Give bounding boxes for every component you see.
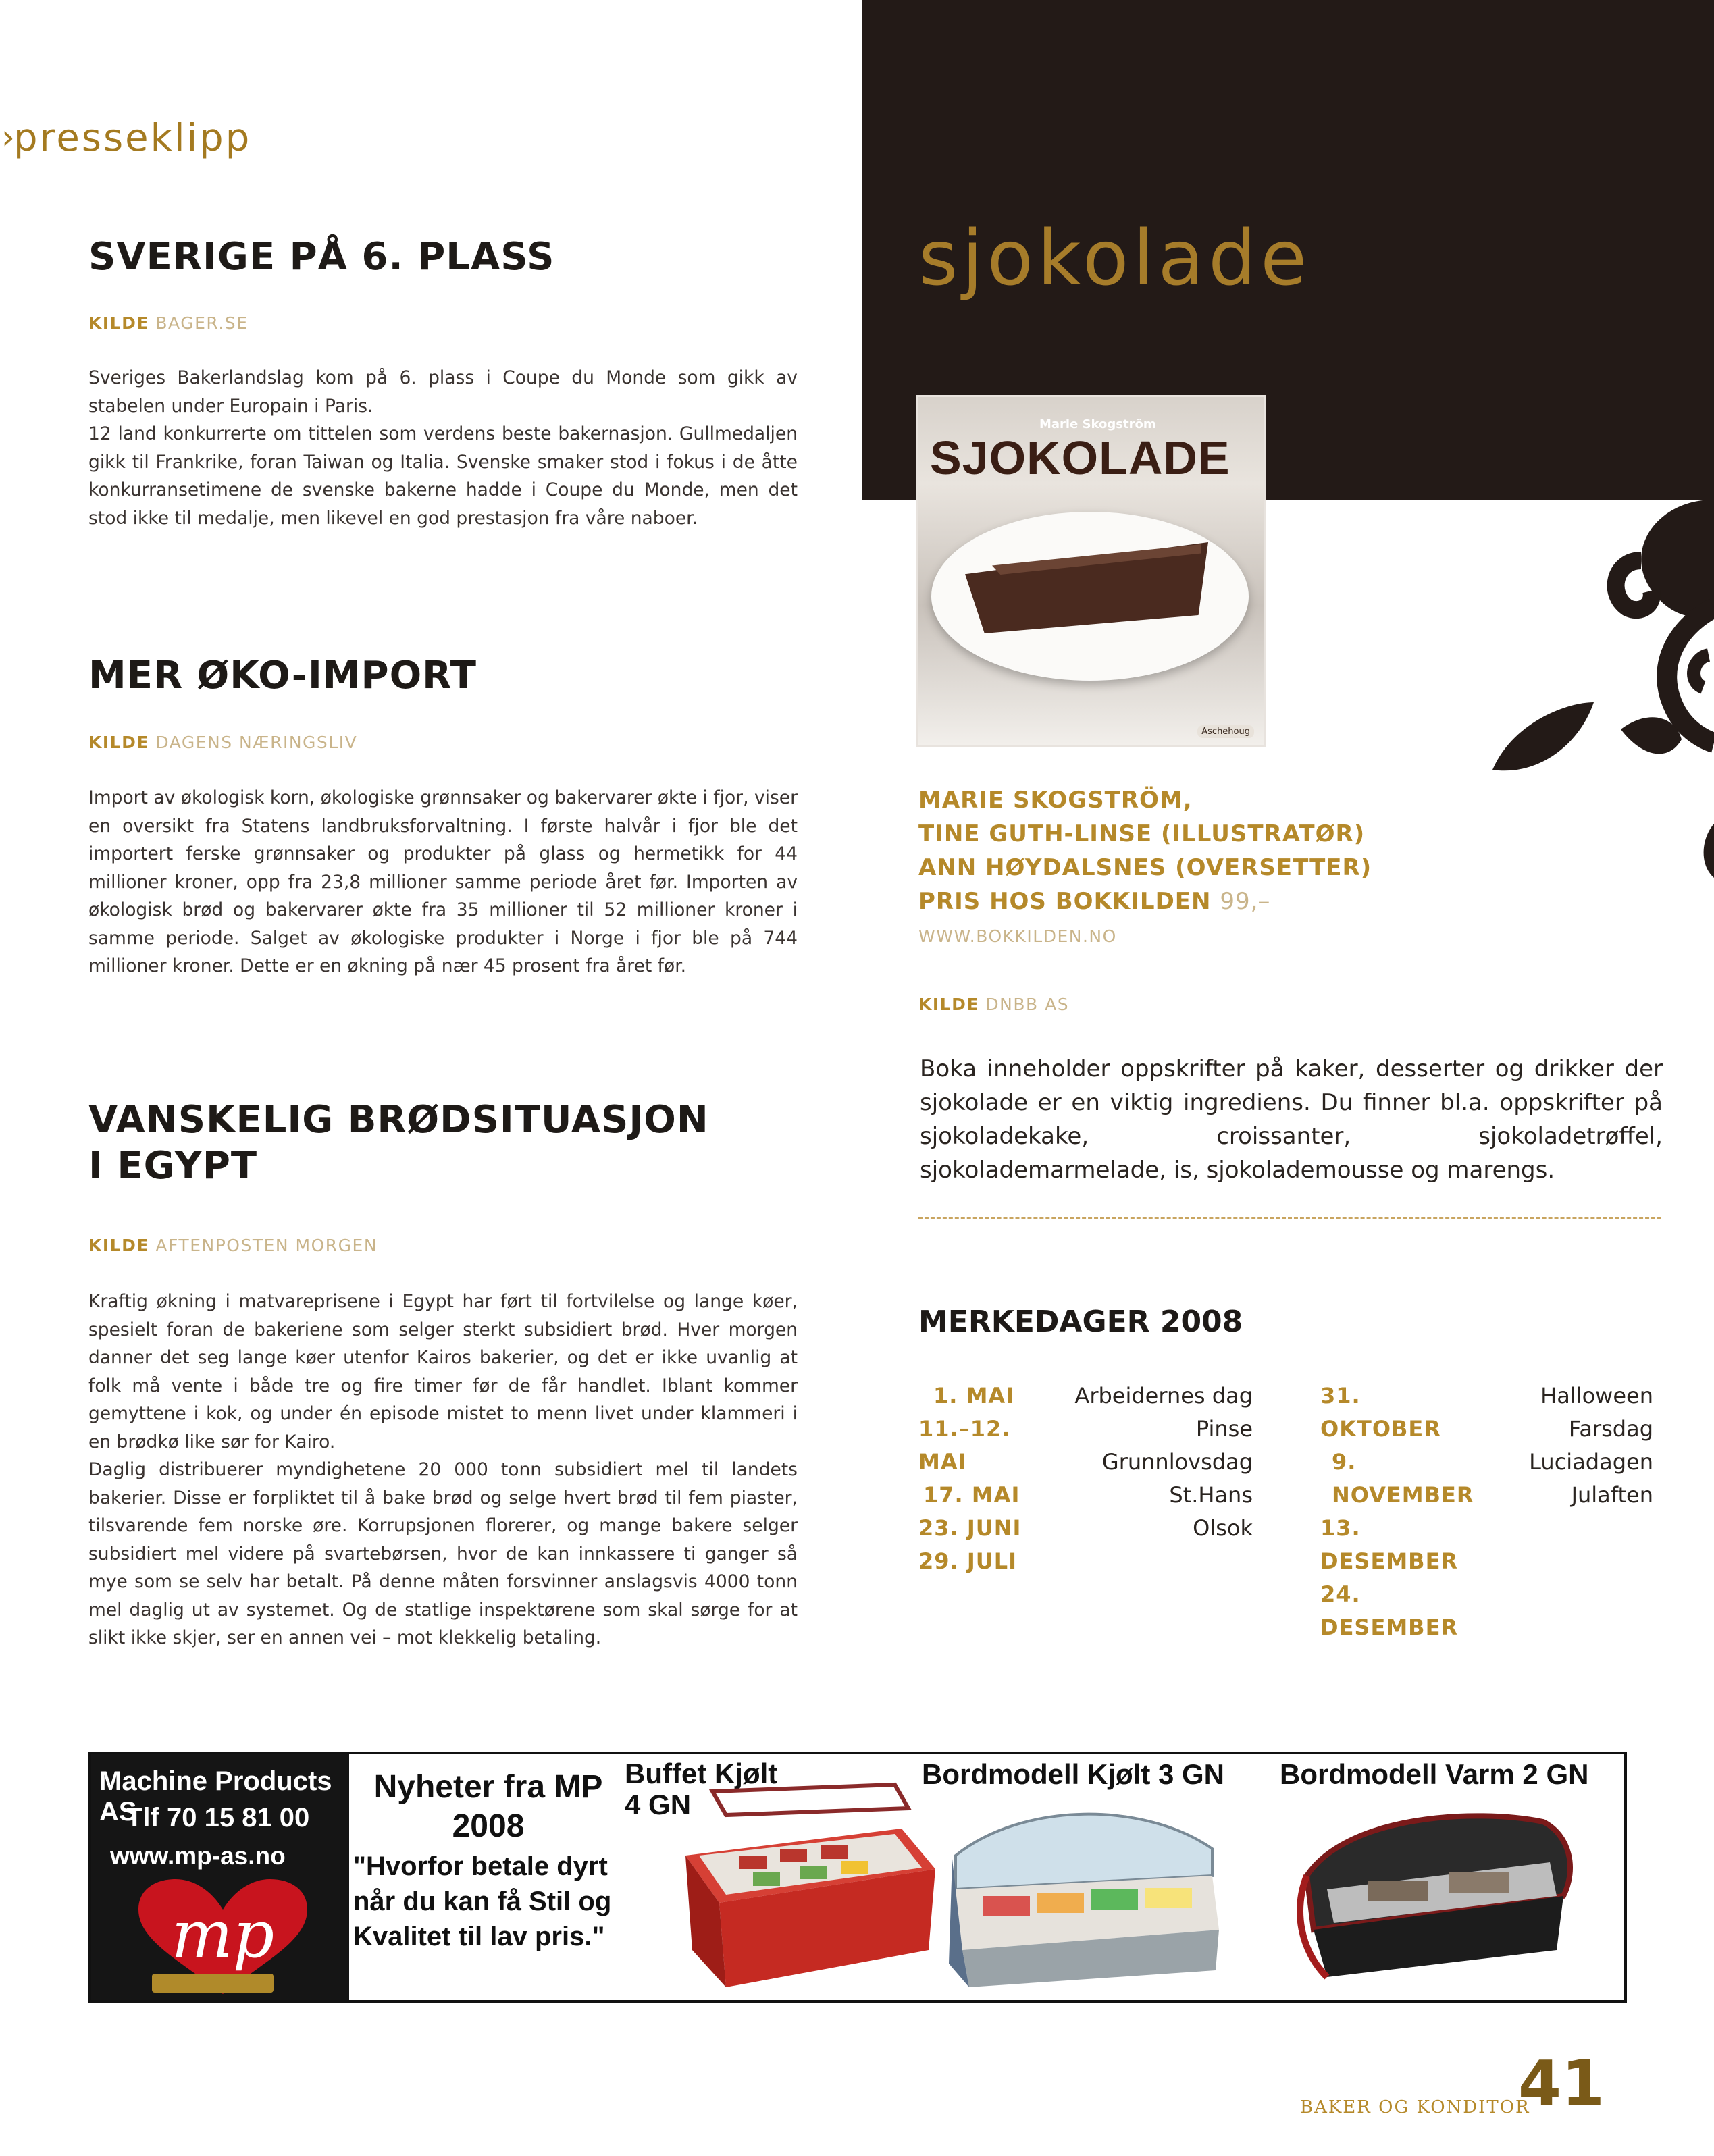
cover-publisher: Aschehoug — [1197, 725, 1254, 738]
name-cell: Julaften — [1571, 1482, 1653, 1508]
title-line: I EGYPT — [88, 1144, 258, 1188]
cover-author: Marie Skogström — [1039, 417, 1156, 431]
name-cell: Farsdag — [1568, 1416, 1653, 1442]
name-cell: Olsok — [1193, 1515, 1253, 1541]
date-cell: 31. OKTOBER — [1320, 1383, 1441, 1442]
credit-line: MARIE SKOGSTRÖM, — [918, 787, 1193, 814]
ad-quote-line: Kvalitet til lav pris." — [353, 1922, 605, 1951]
ad-headline-line: Nyheter fra MP — [373, 1769, 603, 1805]
ad-phone: Tlf 70 15 81 00 — [126, 1803, 310, 1833]
ad-product-label: 4 GN — [625, 1789, 692, 1820]
kilde-label: KILDE — [88, 1236, 149, 1255]
ad-logo-text: mp — [171, 1897, 275, 1972]
kilde-label: KILDE — [918, 995, 979, 1014]
paragraph: 12 land konkurrerte om tittelen som verdens beste bakernasjon. Gullmedaljen gikk til Frankrike, foran Taiwan og Italia. Svenske smaker stod i fokus i de åtte konkurransetimene de svenske bakerne hadde i Coupe du Monde, men det stod ikke til medalje, men likevel en god prestasjon fra våre naboer. — [88, 423, 798, 529]
article-1-title: SVERIGE PÅ 6. PLASS — [88, 235, 555, 279]
price-value: 99,– — [1220, 888, 1271, 915]
buffet-cooler-icon — [672, 1781, 942, 1997]
article-3-title — [88, 1097, 709, 1190]
kilde-label: KILDE — [88, 313, 149, 333]
name-cell: St.Hans — [1169, 1482, 1253, 1508]
article-1-source — [88, 313, 248, 333]
book-credits — [918, 783, 1372, 918]
header-arrow-icon: › — [1, 117, 15, 157]
paragraph: Sveriges Bakerlandslag kom på 6. plass i Coupe du Monde som gikk av stabelen under Europain i Paris. — [88, 367, 798, 417]
merkedager-title: MERKEDAGER 2008 — [918, 1305, 1243, 1339]
ad-web[interactable]: www.mp-as.no — [110, 1842, 286, 1870]
kilde-source: DNBB AS — [985, 995, 1070, 1014]
name-cell: Pinse — [1195, 1416, 1253, 1442]
kilde-source: DAGENS NÆRINGSLIV — [155, 733, 358, 752]
title-line: VANSKELIG BRØDSITUASJON — [88, 1098, 709, 1142]
advertisement-banner[interactable] — [88, 1752, 1627, 2003]
book-cover-image — [916, 395, 1266, 747]
ad-product-3[interactable]: Bordmodell Varm 2 GN — [1280, 1758, 1589, 1790]
article-2-body — [88, 784, 798, 980]
name-cell: Grunnlovsdag — [1101, 1449, 1253, 1475]
article-3-source — [88, 1236, 378, 1255]
date-cell: 24. DESEMBER — [1320, 1581, 1459, 1640]
cover-title: SJOKOLADE — [930, 431, 1230, 484]
paragraph: Daglig distribuerer myndighetene 20 000 tonn subsidiert mel til landets bakerier. Disse er forpliktet til å bake brød og selge hvert brød til fem piaster, tilsvarende fem norske øre. Korrupsjonen florerer, og mange bakere selger subsidiert mel videre på svartebørsen, hvor de kan innkassere ti ganger så mye som se selv har betalt. På denne måten forsvinner anslagsvis 4000 tonn mel daglig ut av systemet. Og de statlige inspektørene som skal sørge for at slikt ikke skjer, ser en annen vei – mot klekkelig betaling. — [88, 1459, 798, 1648]
article-1-body — [88, 364, 798, 532]
merkedager-right-names — [1486, 1379, 1653, 1512]
ad-company-block — [91, 1754, 349, 2000]
ornament-scroll-icon — [1452, 473, 1714, 945]
date-cell: 23. JUNI — [918, 1515, 1022, 1541]
ad-quote-line: når du kan få Stil og — [353, 1887, 612, 1916]
name-cell: Luciadagen — [1529, 1449, 1653, 1475]
book-source — [918, 995, 1069, 1014]
date-cell: 1. MAI — [933, 1383, 1015, 1409]
ad-headline — [367, 1768, 610, 1846]
name-cell: Halloween — [1540, 1383, 1653, 1409]
date-cell: 17. MAI — [923, 1482, 1020, 1508]
ad-headline-line: 2008 — [452, 1808, 525, 1844]
paragraph: Kraftig økning i matvareprisene i Egypt har ført til fortvilelse og lange køer, spesielt foran de bakeriene som selger sterkt subsidiert brød. Hver morgen danner det seg lange køer utenfor Kairos bakerier, og det er ikke uvanlig at folk må vente i både tre og fire timer før de får handlet. Iblant kommer gemyttene i kok, og under én episode mistet to menn livet under klammeri i en brødkø like sør for Kairo. — [88, 1291, 798, 1452]
book-url[interactable]: WWW.BOKKILDEN.NO — [918, 926, 1117, 946]
cold-display-icon — [942, 1795, 1226, 1991]
kilde-source: BAGER.SE — [155, 313, 249, 333]
kilde-label: KILDE — [88, 733, 149, 752]
book-description: Boka inneholder oppskrifter på kaker, desserter og drikker der sjokolade er en viktig ingrediens. Du finner bl.a. oppskrifter på sjokoladekake, croissanter, sjokoladetrøffel, sjokolademarmelade, is, sjokolademousse og marengs. — [920, 1055, 1663, 1184]
merkedager-left-dates — [918, 1379, 1067, 1578]
date-cell: 29. JULI — [918, 1548, 1018, 1574]
article-2-source — [88, 733, 357, 752]
mp-heart-logo-icon — [132, 1879, 314, 1997]
book-section-title: sjokolade — [918, 215, 1312, 303]
footer-magazine: BAKER OG KONDITOR — [1300, 2097, 1530, 2118]
section-label: presseklipp — [14, 116, 252, 160]
dashed-divider — [918, 1217, 1661, 1219]
credit-line: TINE GUTH-LINSE (ILLUSTRATØR) — [918, 820, 1366, 847]
article-2-title: MER ØKO-IMPORT — [88, 654, 477, 698]
merkedager-left-names — [1060, 1379, 1253, 1545]
ad-product-2[interactable]: Bordmodell Kjølt 3 GN — [922, 1758, 1225, 1790]
date-cell: 13. DESEMBER — [1320, 1515, 1459, 1574]
ad-product-label: Buffet Kjølt — [625, 1758, 778, 1789]
credit-line: ANN HØYDALSNES (OVERSETTER) — [918, 854, 1372, 881]
ad-quote — [353, 1849, 611, 1954]
ad-quote-line: "Hvorfor betale dyrt — [353, 1851, 608, 1881]
article-3-body — [88, 1288, 798, 1652]
date-cell: 11.–12. MAI — [918, 1416, 1011, 1475]
price-line — [918, 885, 1372, 918]
price-label: PRIS HOS BOKKILDEN — [918, 888, 1212, 915]
kilde-source: AFTENPOSTEN MORGEN — [155, 1236, 378, 1255]
merkedager-right-dates — [1320, 1379, 1482, 1644]
page-number: 41 — [1518, 2047, 1605, 2120]
date-cell: 9. NOVEMBER — [1332, 1449, 1474, 1508]
name-cell: Arbeidernes dag — [1074, 1383, 1253, 1409]
ad-company: Machine Products AS — [99, 1766, 332, 1826]
warm-display-icon — [1287, 1795, 1584, 1991]
paragraph: Import av økologisk korn, økologiske grønnsaker og bakervarer økte i fjor, viser en oversikt fra Statens landbruksforvaltning. I første halvår i fjor ble det importert ferske grønnsaker og produkter på glass og hermetikk for 44 millioner kroner, opp fra 23,8 millioner samme periode året før. Importen av økologisk brød og bakervarer økte fra 35 millioner til 52 millioner kroner i samme periode. Salget av økologiske produkter i Norge i fjor ble på 744 millioner kroner. Dette er en økning på nær 45 prosent fra året før. — [88, 787, 798, 976]
